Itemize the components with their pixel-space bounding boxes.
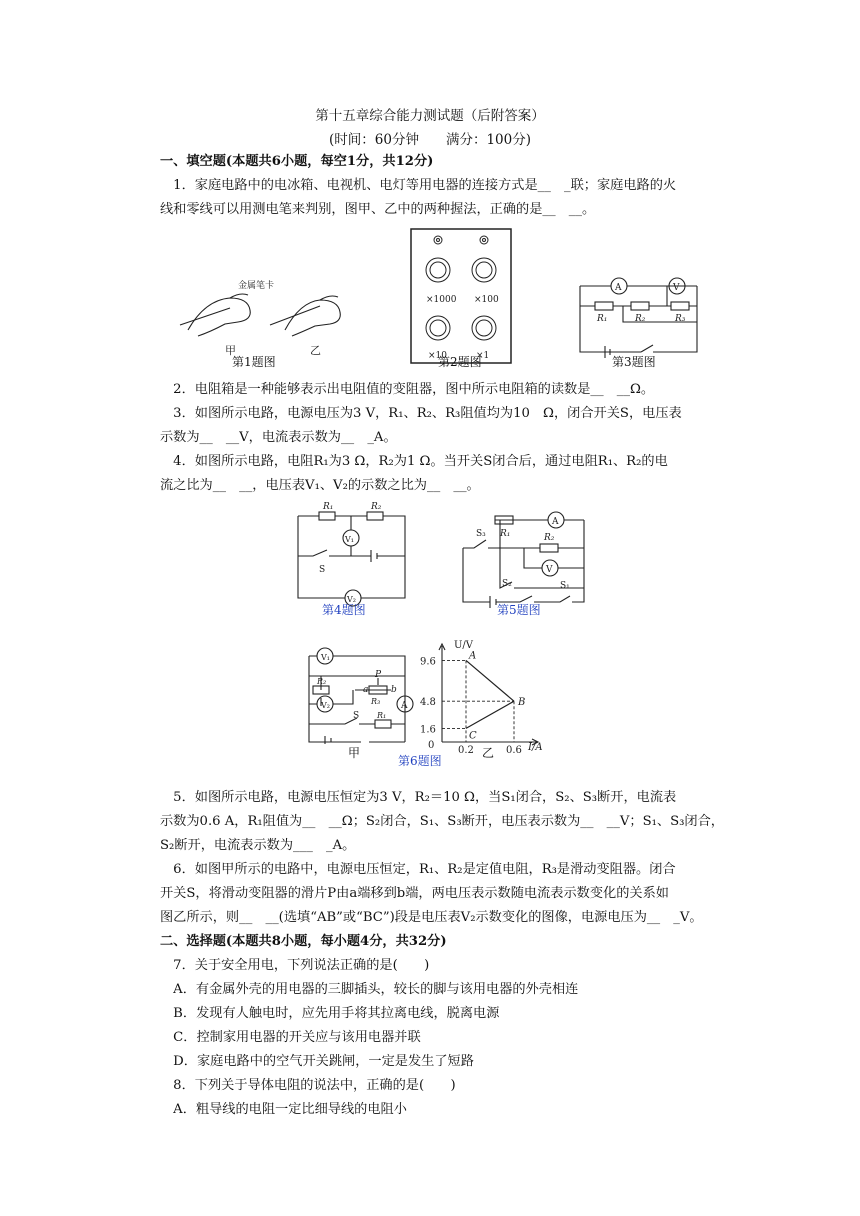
q3-line1: 3．如图所示电路，电源电压为3 V，R₁、R₂、R₃阻值均为10 Ω，闭合开关S，电压表 — [160, 406, 682, 421]
fig4-r1: R₁ — [323, 502, 334, 512]
q6-line1: 6．如图甲所示的电路中，电源电压恒定，R₁、R₂是定值电阻，R₃是滑动变阻器。闭合 — [160, 862, 676, 877]
fig6-caption: 第6题图 — [398, 754, 442, 768]
fig5-s1: S₁ — [560, 581, 570, 591]
figure-4 — [295, 500, 410, 604]
graph-ytick-9.6: 9.6 — [420, 656, 436, 668]
fig4-r2: R₂ — [371, 502, 382, 512]
fig6-p: P — [375, 670, 382, 680]
fig5-v: V — [546, 565, 553, 575]
q6-line2: 开关S，将滑动变阻器的滑片P由a端移到b端，两电压表示数随电流表示数变化的关系如 — [160, 886, 669, 901]
q5-line3: S₂断开，电流表示数为___ _A。 — [160, 838, 356, 853]
fig5-s2: S₂ — [502, 579, 512, 589]
section-heading-choice: 二、选择题(本题共8小题，每小题4分，共32分) — [160, 934, 447, 949]
fig6-r3: R₃ — [371, 697, 381, 706]
series-bc — [466, 701, 514, 728]
graph-point-c: C — [469, 730, 477, 742]
fig6-label-yi: 乙 — [482, 746, 495, 760]
graph-ytick-4.8: 4.8 — [420, 697, 436, 709]
q1-line1: 1．家庭电路中的电冰箱、电视机、电灯等用电器的连接方式是__ _联；家庭电路的火 — [160, 178, 677, 193]
q4-line2: 流之比为__ __，电压表V₁、V₂的示数之比为__ __。 — [160, 478, 480, 493]
graph-point-b: B — [518, 697, 526, 709]
q3-line2: 示数为__ __V，电流表示数为__ _A。 — [160, 430, 397, 445]
fig6-label-jia: 甲 — [348, 746, 361, 760]
fig2-mult-10: ×10 — [428, 351, 447, 361]
fig2-mult-1000: ×1000 — [426, 295, 457, 305]
q7-option-b: B．发现有人触电时，应先用手将其拉离电线，脱离电源 — [160, 1006, 500, 1021]
graph-xtick-0.6: 0.6 — [506, 745, 522, 756]
figure-5 — [460, 508, 590, 606]
fig6-v1: V₁ — [321, 653, 330, 662]
fig6-s: S — [353, 711, 360, 721]
fig5-caption: 第5题图 — [497, 603, 541, 617]
q7-option-d: D．家庭电路中的空气开关跳闸，一定是发生了短路 — [160, 1054, 474, 1069]
section-heading-fill: 一、填空题(本题共6小题，每空1分，共12分) — [160, 154, 434, 169]
fig5-r2: R₂ — [544, 533, 555, 543]
fig6-r1: R₁ — [377, 711, 387, 720]
fig3-r3: R₃ — [675, 314, 686, 324]
q8-option-a: A．粗导线的电阻一定比细导线的电阻小 — [160, 1102, 407, 1117]
figure-1 — [170, 270, 350, 360]
graph-xtick-0.2: 0.2 — [458, 745, 474, 756]
figure-3 — [575, 272, 707, 358]
q5-line1: 5．如图所示电路，电源电压恒定为3 V，R₂＝10 Ω，当S₁闭合，S₂、S₃断开，电流表 — [160, 790, 677, 805]
fig5-s3: S₃ — [476, 529, 486, 539]
fig5-r1: R₁ — [500, 529, 511, 539]
fig4-v1: V₁ — [345, 535, 354, 544]
fig1-caption: 第1题图 — [232, 355, 276, 369]
fig3-r1: R₁ — [597, 314, 608, 324]
figure-2 — [410, 228, 512, 364]
page-title: 第十五章综合能力测试题（后附答案） — [315, 108, 545, 124]
fig6-pa: a — [363, 685, 369, 695]
q7-stem: 7．关于安全用电，下列说法正确的是( ) — [160, 958, 430, 973]
fig3-voltmeter-label: V — [673, 283, 680, 293]
fig1-pen-label: 金属笔卡 — [238, 281, 275, 291]
fig2-mult-1: ×1 — [476, 351, 490, 361]
q1-line2: 线和零线可以用测电笔来判别，图甲、乙中的两种握法，正确的是__ __。 — [160, 202, 596, 217]
q8-stem: 8．下列关于导体电阻的说法中，正确的是( ) — [160, 1078, 456, 1093]
q5-line2: 示数为0.6 A，R₁阻值为__ __Ω；S₂闭合，S₁、S₃断开，电压表示数为__ __V；S₁、S₃闭合， — [160, 814, 724, 829]
fig2-mult-100: ×100 — [474, 295, 499, 305]
fig5-a: A — [552, 517, 559, 527]
fig1-label-yi: 乙 — [310, 344, 321, 357]
fig6-a: A — [401, 701, 408, 711]
q4-line1: 4．如图所示电路，电阻R₁为3 Ω，R₂为1 Ω。当开关S闭合后，通过电阻R₁、R₂的电 — [160, 454, 668, 469]
graph-xlabel: I/A — [528, 742, 543, 753]
fig3-r2: R₂ — [635, 314, 646, 324]
graph-ytick-1.6: 1.6 — [420, 724, 436, 736]
fig3-caption: 第3题图 — [612, 355, 656, 369]
fig1-label-jia: 甲 — [225, 344, 236, 357]
fig6-r2: R₂ — [317, 677, 327, 686]
fig4-caption: 第4题图 — [322, 603, 366, 617]
figure-6-graph — [420, 638, 550, 756]
fig4-s: S — [319, 565, 326, 575]
fig6-v2: V₂ — [321, 701, 330, 710]
figure-6-circuit — [305, 644, 417, 744]
series-ab — [466, 660, 514, 701]
q2-line1: 2．电阻箱是一种能够表示出电阻值的变阻器，图中所示电阻箱的读数是__ __Ω。 — [160, 382, 655, 397]
q7-option-c: C．控制家用电器的开关应与该用电器并联 — [160, 1030, 421, 1045]
graph-point-a: A — [469, 650, 477, 662]
fig6-pb: b — [391, 685, 397, 695]
page-subtitle: (时间：60分钟 满分：100分) — [329, 132, 531, 148]
graph-origin: 0 — [428, 740, 435, 751]
graph-ylabel: U/V — [454, 640, 474, 651]
q6-line3: 图乙所示，则__ __(选填“AB”或“BC”)段是电压表V₂示数变化的图像，电源电压为__ _V。 — [160, 910, 703, 925]
fig2-caption: 第2题图 — [438, 355, 482, 369]
q7-option-a: A．有金属外壳的用电器的三脚插头，较长的脚与该用电器的外壳相连 — [160, 982, 579, 997]
fig3-ammeter-label: A — [615, 283, 622, 293]
fig4-v2: V₂ — [347, 595, 356, 604]
